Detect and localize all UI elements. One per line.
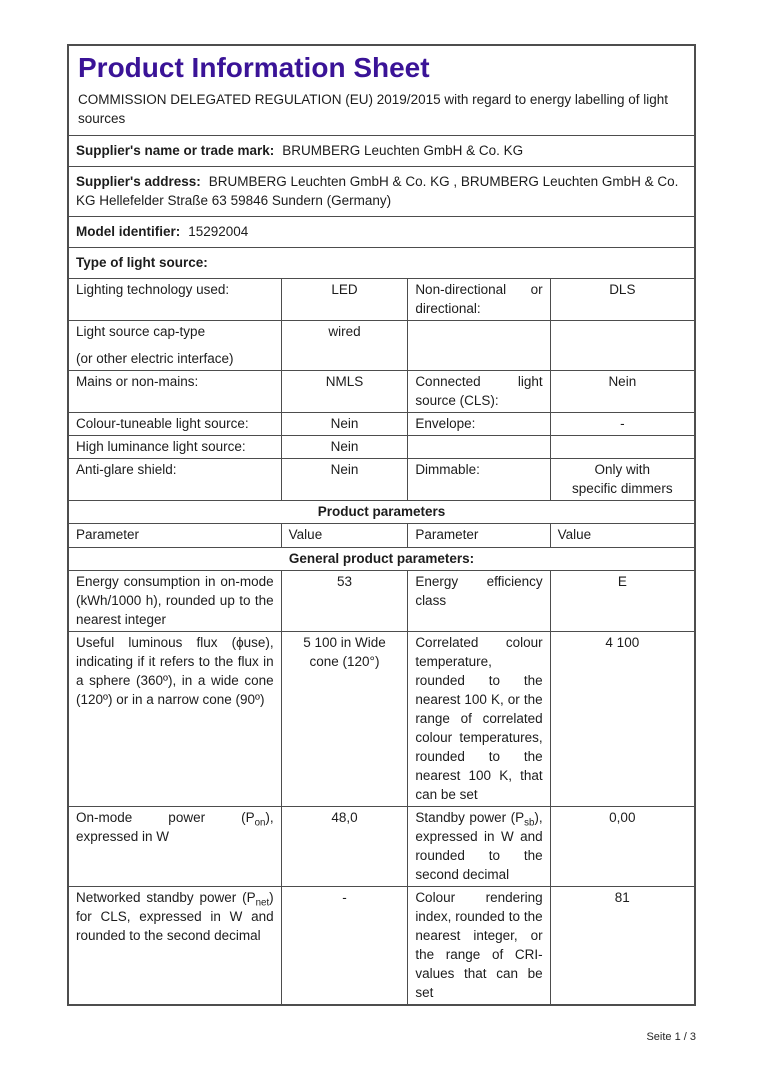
value-cell-left: 48,0 bbox=[281, 807, 408, 887]
field-value: BRUMBERG Leuchten GmbH & Co. KG bbox=[282, 143, 524, 158]
section-header: General product parameters: bbox=[68, 548, 695, 571]
param-cell-right: Standby power $(P_{sb})$, expressed in W and rounded to the second decimal bbox=[408, 807, 550, 887]
param-cell-left: Energy consumption in on-mode (kWh/1000 h), rounded up to the nearest integer bbox=[68, 571, 281, 632]
section-header-row bbox=[68, 548, 695, 571]
section-header-row bbox=[68, 501, 695, 524]
value-cell-right: 81 bbox=[550, 887, 695, 1006]
param-cell-right: Correlated colour temperature, rounded to the nearest 100 K, or the range of correlated colour temperatures, rounded to the nearest 100 K, that can be set bbox=[408, 632, 550, 807]
four-col-row bbox=[68, 632, 695, 807]
value-cell-left: LED bbox=[281, 279, 408, 321]
param-cell-left: Networked standby power $(P_{net})$ for CLS, expressed in W and rounded to the second decimal bbox=[68, 887, 281, 1006]
info-table-body bbox=[68, 45, 695, 1005]
info-cell bbox=[68, 248, 695, 279]
value-cell-left: wired bbox=[281, 321, 408, 371]
four-col-row bbox=[68, 571, 695, 632]
four-col-row bbox=[68, 459, 695, 501]
field-value: 15292004 bbox=[188, 224, 249, 239]
param-cell-right bbox=[408, 321, 550, 371]
section-header: Product parameters bbox=[68, 501, 695, 524]
title-cell bbox=[68, 45, 695, 136]
column-header: Parameter bbox=[68, 524, 281, 548]
info-cell bbox=[68, 136, 695, 167]
column-header-row bbox=[68, 524, 695, 548]
product-information-sheet bbox=[67, 44, 696, 1043]
value-cell-left: Nein bbox=[281, 436, 408, 459]
value-cell-left: Nein bbox=[281, 413, 408, 436]
param-cell-left: Mains or non-mains: bbox=[68, 371, 281, 413]
column-header: Value bbox=[281, 524, 408, 548]
value-cell-right bbox=[550, 321, 695, 371]
four-col-row bbox=[68, 436, 695, 459]
value-cell-right: - bbox=[550, 413, 695, 436]
field-label: Type of light source: bbox=[76, 255, 208, 270]
param-cell-left: On-mode power $(P_{on})$, expressed in W bbox=[68, 807, 281, 887]
title-row bbox=[68, 45, 695, 136]
value-cell-right: 4 100 bbox=[550, 632, 695, 807]
param-cell-left: Light source cap-type (or other electric interface) bbox=[68, 321, 281, 371]
four-col-row bbox=[68, 887, 695, 1006]
page-title: Product Information Sheet bbox=[78, 52, 430, 83]
value-cell-left: 53 bbox=[281, 571, 408, 632]
label-value-row bbox=[68, 217, 695, 248]
column-header: Value bbox=[550, 524, 695, 548]
param-cell-left: Useful luminous flux (ϕuse), indicating if it refers to the flux in a sphere (360º), in a wide cone (120º) or in a narrow cone (90º) bbox=[68, 632, 281, 807]
info-cell bbox=[68, 167, 695, 217]
column-header: Parameter bbox=[408, 524, 550, 548]
field-label: Supplier's name or trade mark: bbox=[76, 143, 275, 158]
value-cell-left: NMLS bbox=[281, 371, 408, 413]
info-cell bbox=[68, 217, 695, 248]
regulation-text: COMMISSION DELEGATED REGULATION (EU) 2019/2015 with regard to energy labelling of light sources bbox=[78, 92, 668, 126]
param-cell-right: Envelope: bbox=[408, 413, 550, 436]
param-cell-left: Lighting technology used: bbox=[68, 279, 281, 321]
label-value-row bbox=[68, 167, 695, 217]
param-cell-right: Connected light source (CLS): bbox=[408, 371, 550, 413]
value-cell-left: - bbox=[281, 887, 408, 1006]
param-cell-right: Non-directional or directional: bbox=[408, 279, 550, 321]
four-col-row bbox=[68, 279, 695, 321]
param-cell-left: Colour-tuneable light source: bbox=[68, 413, 281, 436]
param-cell-left: Anti-glare shield: bbox=[68, 459, 281, 501]
param-cell-right bbox=[408, 436, 550, 459]
label-value-row bbox=[68, 248, 695, 279]
value-cell-right: DLS bbox=[550, 279, 695, 321]
value-cell-right: 0,00 bbox=[550, 807, 695, 887]
value-cell-right: Nein bbox=[550, 371, 695, 413]
field-label: Supplier's address: bbox=[76, 174, 201, 189]
value-cell-right bbox=[550, 436, 695, 459]
param-cell-left: High luminance light source: bbox=[68, 436, 281, 459]
param-cell-right: Colour rendering index, rounded to the nearest integer, or the range of CRI-values that can be set bbox=[408, 887, 550, 1006]
value-cell-left: Nein bbox=[281, 459, 408, 501]
info-table bbox=[67, 44, 696, 1006]
four-col-row bbox=[68, 807, 695, 887]
four-col-row bbox=[68, 321, 695, 371]
value-cell-left: 5 100 in Wide cone (120°) bbox=[281, 632, 408, 807]
value-cell-right: E bbox=[550, 571, 695, 632]
field-label: Model identifier: bbox=[76, 224, 181, 239]
value-cell-right: Only with specific dimmers bbox=[550, 459, 695, 501]
label-value-row bbox=[68, 136, 695, 167]
param-cell-right: Dimmable: bbox=[408, 459, 550, 501]
four-col-row bbox=[68, 413, 695, 436]
param-cell-right: Energy efficiency class bbox=[408, 571, 550, 632]
field-value: BRUMBERG Leuchten GmbH & Co. KG , BRUMBERG Leuchten GmbH & Co. KG Hellefelder Straße 63 59846 Sundern (Germany) bbox=[76, 174, 679, 208]
four-col-row bbox=[68, 371, 695, 413]
page-number: Seite 1 / 3 bbox=[646, 1031, 696, 1043]
